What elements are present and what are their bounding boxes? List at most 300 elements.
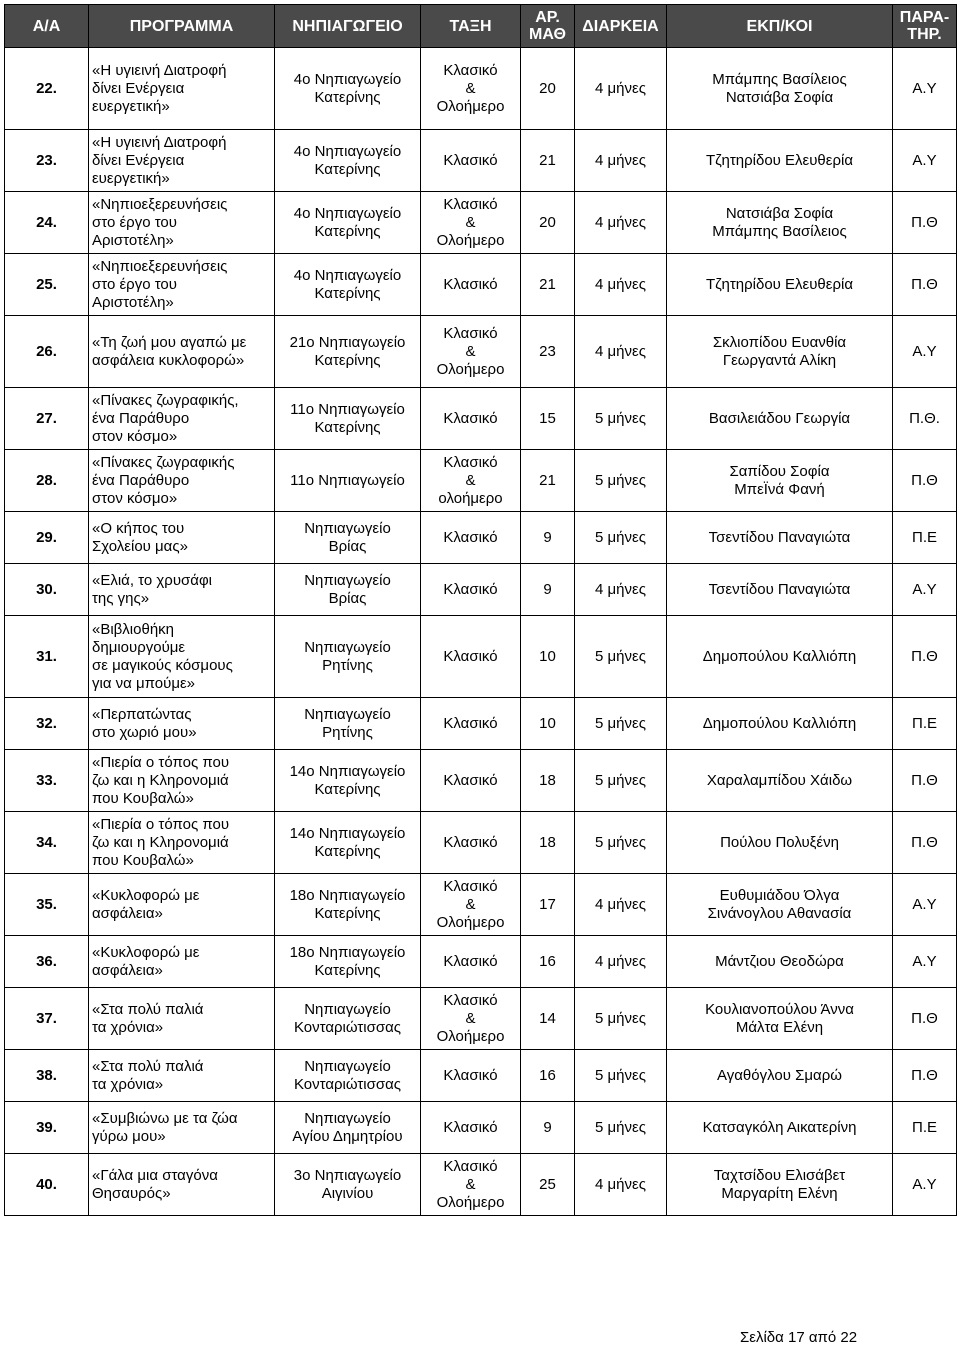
class-type-cell-line: Κλασικό [443,324,498,342]
remark-cell [893,1154,957,1216]
class-type-cell-line: & [465,1009,476,1027]
duration-cell [575,316,667,388]
table-row [5,1154,957,1216]
program-cell-line: «Πιερία ο τόπος που [92,753,230,771]
program-cell-line: «Τη ζωή μου αγαπώ με [92,333,247,351]
class-type-cell-line: & [465,1175,476,1193]
row-number-line: 40. [36,1175,57,1193]
students-cell-line: 20 [539,213,556,231]
row-number [5,192,89,254]
duration-cell-line: 5 μήνες [595,471,646,489]
students-cell-line: 9 [543,528,552,546]
program-cell [89,48,275,130]
remark-cell [893,988,957,1050]
students-cell [521,874,575,936]
row-number-line: 39. [36,1118,57,1136]
duration-cell-line: 4 μήνες [595,213,646,231]
teachers-cell-line: Τσεντίδου Παναγιώτα [708,580,851,598]
table-row [5,316,957,388]
duration-cell-line: 5 μήνες [595,833,646,851]
row-number-line: 32. [36,714,57,732]
program-cell [89,192,275,254]
program-cell-line: «Η υγιεινή Διατροφή [92,61,227,79]
class-type-cell [421,812,521,874]
school-cell-line: 4ο Νηπιαγωγείο [293,266,402,284]
program-cell [89,616,275,698]
row-number [5,388,89,450]
program-cell-line: «Πίνακες ζωγραφικής, [92,391,239,409]
duration-cell-line: 5 μήνες [595,1009,646,1027]
remark-cell-line: Α.Υ [912,895,937,913]
teachers-cell-line: Ταχτσίδου Ελισάβετ [713,1166,846,1184]
remark-cell-line: Π.Ε [911,528,937,546]
class-type-cell-line: Κλασικό [443,877,498,895]
remark-cell [893,450,957,512]
duration-cell [575,48,667,130]
remark-cell [893,564,957,616]
program-cell-line: ένα Παράθυρο [92,409,190,427]
program-cell [89,450,275,512]
class-type-cell-line: Ολοήμερο [436,97,505,115]
students-cell-line: 17 [539,895,556,913]
teachers-cell [667,698,893,750]
table-row [5,130,957,192]
students-cell-line: 15 [539,409,556,427]
program-cell [89,1102,275,1154]
teachers-cell-line: Χαραλαμπίδου Χάιδω [706,771,853,789]
duration-cell [575,936,667,988]
class-type-cell-line: Κλασικό [443,771,498,789]
class-type-cell-line: Κλασικό [443,952,498,970]
school-cell-line: Κατερίνης [314,88,381,106]
header-teachers: ΕΚΠ/ΚΟΙ [667,5,893,48]
class-type-cell-line: Κλασικό [443,275,498,293]
class-type-cell-line: Κλασικό [443,580,498,598]
students-cell [521,388,575,450]
table-row [5,750,957,812]
remark-cell [893,750,957,812]
students-cell [521,698,575,750]
students-cell [521,564,575,616]
school-cell [275,388,421,450]
school-cell-line: 4ο Νηπιαγωγείο [293,204,402,222]
duration-cell [575,1050,667,1102]
program-cell-line: στον κόσμο» [92,489,178,507]
teachers-cell [667,564,893,616]
school-cell-line: 14ο Νηπιαγωγείο [289,824,406,842]
teachers-cell-line: Μπάμπης Βασίλειος [712,70,847,88]
program-cell-line: που Κουβαλώ» [92,789,194,807]
row-number [5,254,89,316]
school-cell-line: 3ο Νηπιαγωγείο [293,1166,402,1184]
program-cell-line: που Κουβαλώ» [92,851,194,869]
students-cell-line: 14 [539,1009,556,1027]
teachers-cell-line: Κατσαγκόλη Αικατερίνη [702,1118,857,1136]
school-cell [275,48,421,130]
school-cell [275,988,421,1050]
class-type-cell-line: Ολοήμερο [436,913,505,931]
row-number [5,812,89,874]
class-type-cell-line: Κλασικό [443,528,498,546]
header-program: ΠΡΟΓΡΑΜΜΑ [89,5,275,48]
header-row [5,5,957,48]
class-type-cell [421,988,521,1050]
teachers-cell-line: Ευθυμιάδου Όλγα [719,886,840,904]
remark-cell-line: Α.Υ [912,342,937,360]
school-cell-line: Κατερίνης [314,351,381,369]
class-type-cell-line: Κλασικό [443,1118,498,1136]
teachers-cell-line: Σινάνογλου Αθανασία [707,904,852,922]
row-number-line: 23. [36,151,57,169]
teachers-cell-line: ΜπεΪνά Φανή [734,480,825,498]
program-cell-line: ένα Παράθυρο [92,471,190,489]
school-cell [275,1102,421,1154]
program-cell [89,512,275,564]
class-type-cell-line: & [465,342,476,360]
remark-cell-line: Π.Θ [911,647,938,665]
header-duration: ΔΙΑΡΚΕΙΑ [575,5,667,48]
teachers-cell-line: Σκλιοπίδου Ευανθία [712,333,847,351]
class-type-cell [421,564,521,616]
school-cell [275,698,421,750]
class-type-cell-line: Κλασικό [443,833,498,851]
school-cell [275,512,421,564]
students-cell [521,1154,575,1216]
class-type-cell-line: Ολοήμερο [436,1027,505,1045]
row-number-line: 26. [36,342,57,360]
duration-cell [575,192,667,254]
school-cell-line: Ρητίνης [322,723,373,741]
duration-cell [575,698,667,750]
program-cell-line: για να μπούμε» [92,674,196,692]
class-type-cell [421,192,521,254]
row-number-line: 36. [36,952,57,970]
duration-cell-line: 4 μήνες [595,79,646,97]
program-cell-line: ζω και η Κληρονομιά [92,771,229,789]
school-cell [275,812,421,874]
program-cell-line: «Πίνακες ζωγραφικής [92,453,235,471]
students-cell [521,450,575,512]
teachers-cell [667,512,893,564]
remark-cell-line: Α.Υ [912,580,937,598]
row-number-line: 27. [36,409,57,427]
students-cell [521,254,575,316]
duration-cell-line: 4 μήνες [595,952,646,970]
school-cell-line: Ρητίνης [322,656,373,674]
teachers-cell [667,48,893,130]
students-cell-line: 16 [539,952,556,970]
school-cell-line: Νηπιαγωγείο [304,638,391,656]
row-number [5,48,89,130]
school-cell-line: Βρίας [328,589,367,607]
header-aa: Α/Α [5,5,89,48]
teachers-cell-line: Βασιλειάδου Γεωργία [708,409,851,427]
duration-cell [575,450,667,512]
teachers-cell-line: Μπάμπης Βασίλειος [712,222,847,240]
students-cell [521,512,575,564]
program-cell-line: «Ο κήπος του [92,519,185,537]
class-type-cell-line: & [465,471,476,489]
teachers-cell-line: Τζητηρίδου Ελευθερία [705,275,853,293]
teachers-cell-line: Τσεντίδου Παναγιώτα [708,528,851,546]
remark-cell [893,254,957,316]
school-cell-line: Νηπιαγωγείο [304,519,391,537]
class-type-cell [421,388,521,450]
school-cell-line: 11ο Νηπιαγωγείο [290,400,405,418]
row-number [5,616,89,698]
duration-cell [575,388,667,450]
duration-cell [575,1102,667,1154]
program-cell-line: ευεργετική» [92,169,170,187]
class-type-cell-line: Ολοήμερο [436,360,505,378]
class-type-cell [421,1154,521,1216]
remark-cell-line: Π.Θ [911,833,938,851]
remark-cell-line: Α.Υ [912,1175,937,1193]
class-type-cell-line: Κλασικό [443,61,498,79]
school-cell-line: 18ο Νηπιαγωγείο [289,943,406,961]
teachers-cell [667,1154,893,1216]
program-cell-line: ασφάλεια κυκλοφορώ» [92,351,245,369]
teachers-cell-line: Δημοπούλου Καλλιόπη [702,647,857,665]
remark-cell-line: Π.Θ [911,1066,938,1084]
program-cell-line: «Περπατώντας [92,705,192,723]
remark-cell-line: Π.Θ [911,213,938,231]
duration-cell-line: 5 μήνες [595,1118,646,1136]
school-cell-line: Νηπιαγωγείο [304,1057,391,1075]
students-cell [521,316,575,388]
school-cell-line: Κατερίνης [314,284,381,302]
program-cell-line: δημιουργούμε [92,638,186,656]
school-cell-line: Κατερίνης [314,418,381,436]
remark-cell [893,192,957,254]
remark-cell-line: Π.Θ [911,771,938,789]
class-type-cell-line: ολοήμερο [438,489,503,507]
row-number-line: 31. [36,647,57,665]
teachers-cell-line: Μαργαρίτη Ελένη [721,1184,838,1202]
students-cell-line: 20 [539,79,556,97]
students-cell [521,1102,575,1154]
school-cell [275,1050,421,1102]
class-type-cell [421,254,521,316]
class-type-cell-line: Κλασικό [443,409,498,427]
students-cell [521,130,575,192]
header-remarks: ΠΑΡΑ-ΤΗΡ. [893,5,957,48]
school-cell-line: Κονταριώτισσας [293,1075,402,1093]
students-cell-line: 9 [543,580,552,598]
duration-cell [575,564,667,616]
program-cell-line: γύρω μου» [92,1127,166,1145]
students-cell-line: 21 [539,471,556,489]
students-cell [521,1050,575,1102]
school-cell-line: 18ο Νηπιαγωγείο [289,886,406,904]
program-cell-line: στο έργο του [92,213,177,231]
students-cell-line: 10 [539,647,556,665]
table-row [5,1102,957,1154]
school-cell [275,450,421,512]
students-cell-line: 9 [543,1118,552,1136]
program-cell [89,564,275,616]
class-type-cell-line: Κλασικό [443,151,498,169]
students-cell-line: 18 [539,771,556,789]
teachers-cell [667,192,893,254]
school-cell [275,192,421,254]
teachers-cell [667,388,893,450]
school-cell-line: Κατερίνης [314,961,381,979]
school-cell [275,316,421,388]
duration-cell [575,512,667,564]
school-cell-line: Αγίου Δημητρίου [292,1127,403,1145]
duration-cell-line: 4 μήνες [595,1175,646,1193]
table-row [5,388,957,450]
remark-cell-line: Α.Υ [912,952,937,970]
teachers-cell-line: Νατσιάβα Σοφία [725,204,834,222]
duration-cell [575,1154,667,1216]
duration-cell [575,130,667,192]
program-cell-line: Σχολείου μας» [92,537,188,555]
program-cell [89,316,275,388]
remark-cell [893,512,957,564]
duration-cell [575,750,667,812]
school-cell-line: 4ο Νηπιαγωγείο [293,142,402,160]
table-row [5,192,957,254]
class-type-cell [421,936,521,988]
school-cell-line: Νηπιαγωγείο [304,571,391,589]
students-cell [521,48,575,130]
row-number-line: 33. [36,771,57,789]
school-cell-line: Νηπιαγωγείο [304,705,391,723]
row-number [5,1154,89,1216]
header-school: ΝΗΠΙΑΓΩΓΕΙΟ [275,5,421,48]
school-cell-line: 11ο Νηπιαγωγείο [290,471,405,489]
duration-cell-line: 4 μήνες [595,275,646,293]
students-cell [521,936,575,988]
class-type-cell [421,1050,521,1102]
duration-cell-line: 5 μήνες [595,647,646,665]
program-cell-line: «Πιερία ο τόπος που [92,815,230,833]
teachers-cell [667,316,893,388]
row-number [5,512,89,564]
table-row [5,698,957,750]
teachers-cell [667,874,893,936]
program-cell-line: «Η υγιεινή Διατροφή [92,133,227,151]
table-row [5,450,957,512]
remark-cell [893,936,957,988]
duration-cell-line: 5 μήνες [595,771,646,789]
row-number-line: 38. [36,1066,57,1084]
program-cell [89,698,275,750]
class-type-cell-line: & [465,79,476,97]
program-cell-line: ζω και η Κληρονομιά [92,833,229,851]
students-cell-line: 25 [539,1175,556,1193]
table-row [5,812,957,874]
row-number [5,936,89,988]
duration-cell-line: 4 μήνες [595,580,646,598]
program-cell-line: «Στα πολύ παλιά [92,1000,204,1018]
teachers-cell-line: Μάλτα Ελένη [735,1018,824,1036]
remark-cell [893,388,957,450]
school-cell-line: Κατερίνης [314,780,381,798]
program-cell-line: ασφάλεια» [92,961,163,979]
class-type-cell-line: Κλασικό [443,1066,498,1084]
duration-cell-line: 4 μήνες [595,151,646,169]
teachers-cell-line: Μάντζιου Θεοδώρα [715,952,844,970]
row-number-line: 24. [36,213,57,231]
row-number [5,874,89,936]
row-number-line: 30. [36,580,57,598]
table-row [5,512,957,564]
class-type-cell [421,1102,521,1154]
school-cell-line: Κατερίνης [314,842,381,860]
duration-cell [575,812,667,874]
program-cell-line: τα χρόνια» [92,1075,164,1093]
program-cell-line: της γης» [92,589,150,607]
school-cell-line: 21ο Νηπιαγωγείο [289,333,406,351]
remark-cell-line: Π.Θ [911,471,938,489]
program-cell-line: «Ελιά, το χρυσάφι [92,571,213,589]
remark-cell [893,812,957,874]
class-type-cell-line: Κλασικό [443,647,498,665]
teachers-cell [667,130,893,192]
table-row [5,874,957,936]
class-type-cell-line: Ολοήμερο [436,1193,505,1211]
program-cell-line: «Στα πολύ παλιά [92,1057,204,1075]
remark-cell-line: Π.Θ [911,1009,938,1027]
duration-cell-line: 5 μήνες [595,714,646,732]
teachers-cell-line: Δημοπούλου Καλλιόπη [702,714,857,732]
class-type-cell [421,316,521,388]
students-cell-line: 16 [539,1066,556,1084]
students-cell-line: 21 [539,275,556,293]
class-type-cell [421,450,521,512]
duration-cell-line: 4 μήνες [595,895,646,913]
students-cell-line: 21 [539,151,556,169]
program-cell-line: στο χωριό μου» [92,723,197,741]
teachers-cell [667,1102,893,1154]
program-cell [89,1154,275,1216]
program-cell [89,130,275,192]
row-number [5,316,89,388]
duration-cell [575,254,667,316]
school-cell-line: Αιγινίου [321,1184,374,1202]
program-cell [89,874,275,936]
class-type-cell-line: Κλασικό [443,195,498,213]
program-cell-line: δίνει Ενέργεια [92,79,185,97]
school-cell [275,1154,421,1216]
program-cell [89,254,275,316]
teachers-cell [667,1050,893,1102]
program-cell [89,1050,275,1102]
class-type-cell-line: Ολοήμερο [436,231,505,249]
duration-cell [575,988,667,1050]
school-cell-line: Βρίας [328,537,367,555]
school-cell-line: Κατερίνης [314,160,381,178]
school-cell-line: Νηπιαγωγείο [304,1109,391,1127]
program-cell-line: Αριστοτέλη» [92,231,174,249]
duration-cell [575,874,667,936]
duration-cell-line: 4 μήνες [595,342,646,360]
row-number [5,130,89,192]
remark-cell [893,874,957,936]
program-cell-line: στον κόσμο» [92,427,178,445]
teachers-cell [667,812,893,874]
program-cell-line: «Γάλα μια σταγόνα [92,1166,218,1184]
remark-cell [893,48,957,130]
class-type-cell-line: Κλασικό [443,714,498,732]
teachers-cell-line: Νατσιάβα Σοφία [725,88,834,106]
class-type-cell-line: Κλασικό [443,991,498,1009]
school-cell-line: Κονταριώτισσας [293,1018,402,1036]
class-type-cell-line: & [465,895,476,913]
